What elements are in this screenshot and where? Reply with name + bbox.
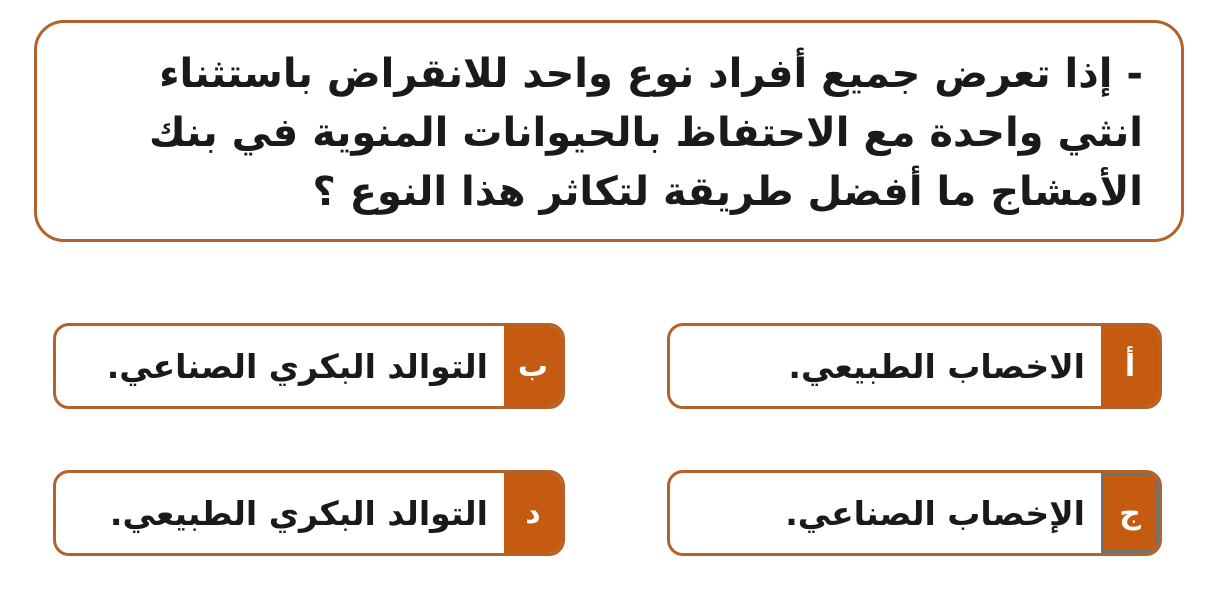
option-d-text: التوالد البكري الطبيعي. bbox=[109, 493, 488, 533]
question-box bbox=[34, 20, 1184, 242]
option-b-text: التوالد البكري الصناعي. bbox=[106, 346, 488, 386]
option-a-letter: أ bbox=[1101, 326, 1159, 406]
question-text: - إذا تعرض جميع أفراد نوع واحد للانقراض باستثناء انثي واحدة مع الاحتفاظ بالحيوانات المنوية في بنك الأمشاج ما أفضل طريقة لتكاثر هذا النوع ؟ bbox=[149, 51, 1143, 215]
option-d[interactable] bbox=[53, 470, 565, 556]
option-a[interactable] bbox=[667, 323, 1162, 409]
option-c-text: الإخصاب الصناعي. bbox=[785, 493, 1085, 533]
option-a-text: الاخصاب الطبيعي. bbox=[788, 346, 1085, 386]
option-d-letter: د bbox=[504, 473, 562, 553]
option-c-letter: ج bbox=[1101, 473, 1159, 553]
option-c[interactable] bbox=[667, 470, 1162, 556]
option-b[interactable] bbox=[53, 323, 565, 409]
option-b-letter: ب bbox=[504, 326, 562, 406]
